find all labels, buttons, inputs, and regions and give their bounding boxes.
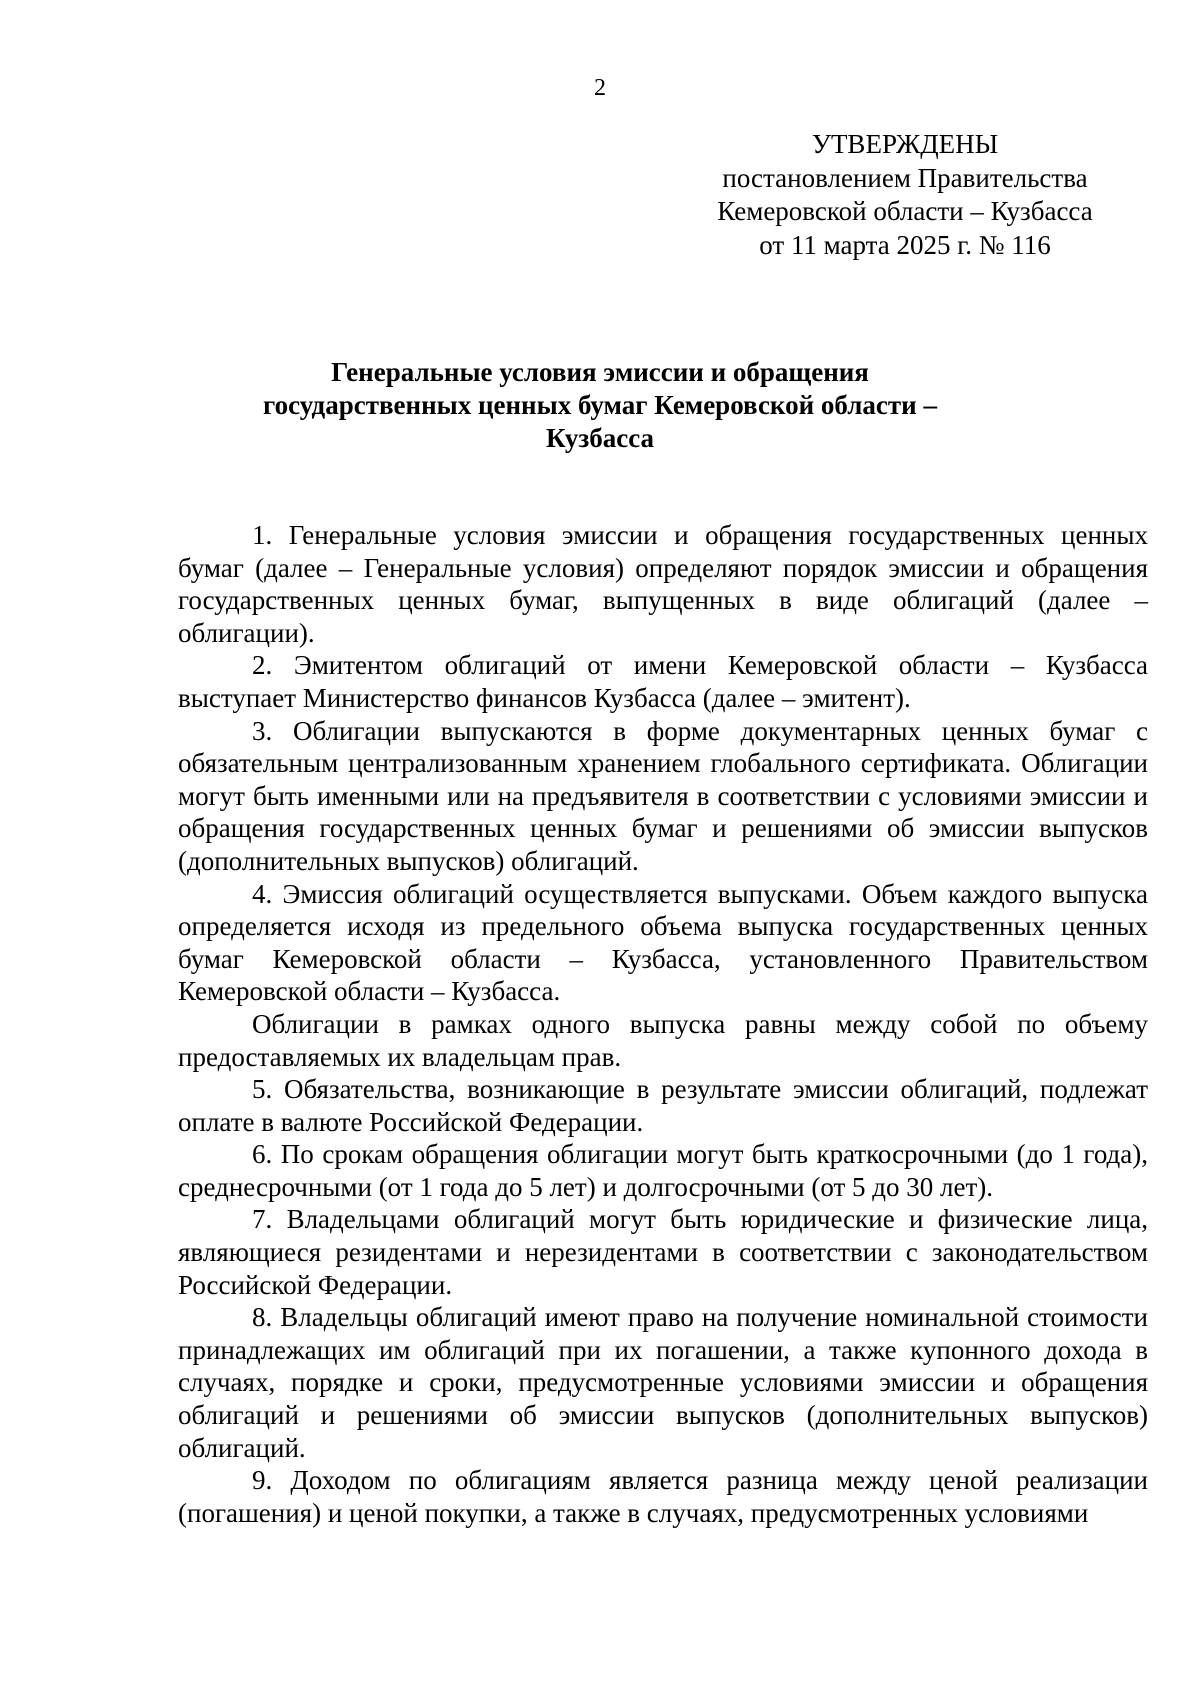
title-line: государственных ценных бумаг Кемеровской области – <box>263 390 937 420</box>
approval-line: постановлением Правительства <box>722 162 1088 193</box>
paragraph-4-continued: Облигации в рамках одного выпуска равны между собой по объему предоставляемых их владельцам прав. <box>178 1008 1148 1072</box>
paragraph-6: 6. По срокам обращения облигации могут быть краткосрочными (до 1 года), среднесрочными (от 1 года до 5 лет) и долгосрочными (от 5 до 30 лет). <box>178 1139 1148 1202</box>
title-line: Кузбасса <box>545 423 655 453</box>
approval-date: от 11 марта 2025 г. № 116 <box>759 229 1051 260</box>
approval-line: Кемеровской области – Кузбасса <box>717 196 1093 226</box>
paragraph-2: 2. Эмитентом облигаций от имени Кемеровской области – Кузбасса выступает Министерство финансов Кузбасса (далее – эмитент). <box>178 650 1148 713</box>
page-number: 2 <box>594 75 606 101</box>
document-title <box>180 356 1020 455</box>
paragraph-9: 9. Доходом по облигациям является разница между ценой реализации (погашения) и ценой покупки, а также в случаях, предусмотренных условиями <box>178 1465 1148 1528</box>
paragraph-7: 7. Владельцами облигаций могут быть юридические и физические лица, являющиеся резидентами и нерезидентами в соответствии с законодательством Российской Федерации. <box>178 1204 1148 1300</box>
approval-block <box>680 128 1130 262</box>
paragraph-5: 5. Обязательства, возникающие в результате эмиссии облигаций, подлежат оплате в валюте Российской Федерации. <box>178 1074 1148 1137</box>
approval-heading: УТВЕРЖДЕНЫ <box>811 129 999 159</box>
paragraph-4: 4. Эмиссия облигаций осуществляется выпусками. Объем каждого выпуска определяется исходя из предельного объема выпуска государственных ценных бумаг Кемеровской области – Кузбасса, установленного Правительством Кемеровской области – Кузбасса. <box>178 878 1148 1007</box>
paragraph-3: 3. Облигации выпускаются в форме документарных ценных бумаг с обязательным централизованным хранением глобального сертификата. Облигации могут быть именными или на предъявителя в соответствии с условиями эмиссии и обращения государственных ценных бумаг и решениями об эмиссии выпусков (дополнительных выпусков) облигаций. <box>178 715 1148 876</box>
document-body <box>178 519 1148 1529</box>
paragraph-8: 8. Владельцы облигаций имеют право на получение номинальной стоимости принадлежащих им облигаций при их погашении, а также купонного дохода в случаях, порядке и сроки, предусмотренные условиями эмиссии и обращения облигаций и решениями об эмиссии выпусков (дополнительных выпусков) облигаций. <box>178 1302 1148 1463</box>
paragraph-1: 1. Генеральные условия эмиссии и обращения государственных ценных бумаг (далее – Генеральные условия) определяют порядок эмиссии и обращения государственных ценных бумаг, выпущенных в виде облигаций (далее – облигации). <box>178 520 1148 648</box>
title-line: Генеральные условия эмиссии и обращения <box>331 357 869 387</box>
